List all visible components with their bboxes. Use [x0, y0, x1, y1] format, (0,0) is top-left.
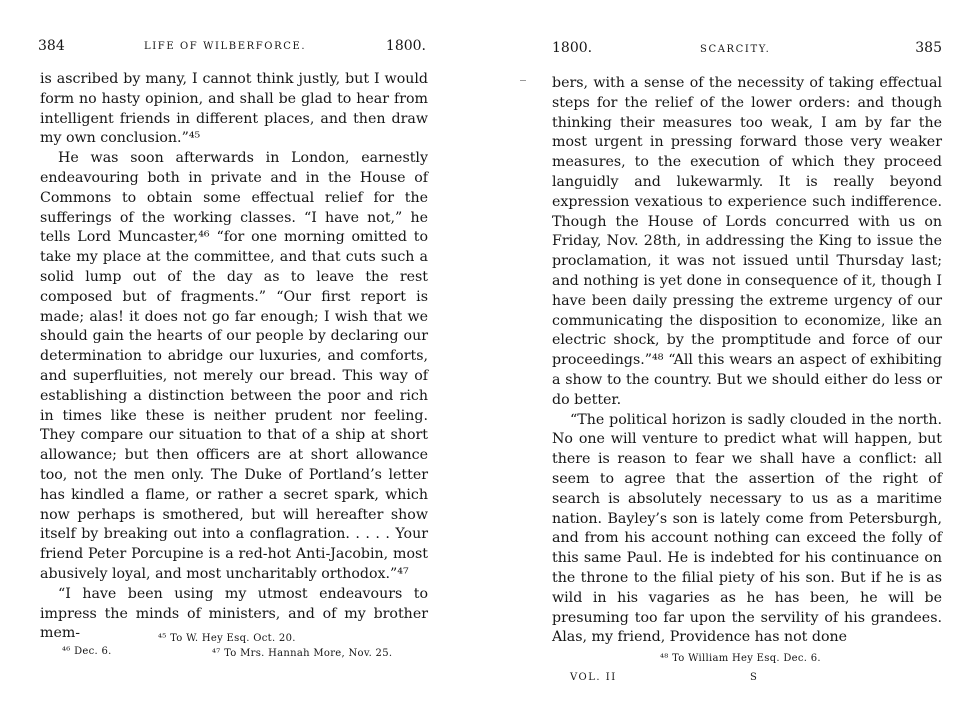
left-page-number: 384 [38, 38, 65, 54]
signature-vol: VOL. II [570, 672, 617, 683]
paragraph: “The political horizon is sadly clouded in the north. No one will venture to predict what will happen, but there is reason to fear we shall have a conflict: all seem to agree that the assertion of the right of search is absolutely necessary to us as a maritime nation. Bayley’s son is lately come from Petersburgh, and from his account nothing can exceed the folly of this same Paul. He is indebted for his continuance on the throne to the filial piety of his son. But if he is as wild in his vagaries as he has been, he will be presuming too far upon the servility of his grandees. Alas, my friend, Providence has not done [552, 411, 942, 646]
right-page [490, 0, 980, 701]
right-running-title: SCARCITY. [700, 44, 771, 55]
footnote-46: ⁴⁶ Dec. 6. [62, 646, 112, 657]
footnote-47: ⁴⁷ To Mrs. Hannah More, Nov. 25. [212, 648, 393, 659]
right-page-number: 385 [915, 40, 942, 56]
left-year: 1800. [385, 38, 426, 54]
left-running-title: LIFE OF WILBERFORCE. [144, 41, 307, 52]
paragraph: “I have been using my utmost endeavours to impress the minds of ministers, and of my brother mem- [40, 585, 428, 642]
footnote-48: ⁴⁸ To William Hey Esq. Dec. 6. [660, 653, 821, 664]
left-body-text [40, 70, 428, 644]
paragraph: bers, with a sense of the necessity of taking effectual steps for the relief of the lower orders: and though thinking their measures too weak, I am by far the most urgent in pressing forward those very weaker measures, to the execution of which they proceed languidly and lukewarmly. It is really beyond expression vexatious to experience such indifference. Though the House of Lords concurred with us on Friday, Nov. 28th, in addressing the King to issue the proclamation, it was not issued until Thursday last; and nothing is yet done in consequence of it, though I have been daily pressing the extreme urgency of our communicating the disposition to economize, like an electric shock, by the promptitude and force of our proceedings.”⁴⁸ “All this wears an aspect of exhibiting a show to the country. But we should either do less or do better. [552, 75, 942, 408]
right-body-text [552, 74, 942, 648]
paragraph: is ascribed by many, I cannot think justly, but I would form no hasty opinion, and shall be glad to hear from intelligent friends in different places, and then draw my own conclusion.”⁴⁵ [40, 71, 428, 147]
paragraph: He was soon afterwards in London, earnestly endeavouring both in private and in the House of Commons to obtain some effectual relief for the sufferings of the working classes. “I have not,” he tells Lord Muncaster,⁴⁶ “for one morning omitted to take my place at the committee, and that cuts such a solid lump out of the day as to leave the rest composed but of fragments.” “Our first report is made; alas! it does not go far enough; I wish that we should gain the hearts of our people by declaring our determination to abridge our luxuries, and comforts, and superfluities, not merely our bread. This way of establishing a distinction between the poor and rich in times like these is neither prudent nor feeling. They compare our situation to that of a ship at short allowance; but then officers are at short allowance too, not the men only. The Duke of Portland’s letter has kindled a flame, or rather a secret spark, which now perhaps is smothered, but will hereafter show itself by breaking out into a conflagration. . . . . Your friend Peter Porcupine is a red-hot Anti-Jacobin, most abusively loyal, and most uncharitably orthodox.”⁴⁷ [40, 150, 428, 582]
signature-mark: S [750, 672, 758, 683]
footnote-45: ⁴⁵ To W. Hey Esq. Oct. 20. [158, 633, 296, 644]
right-year: 1800. [552, 40, 593, 56]
